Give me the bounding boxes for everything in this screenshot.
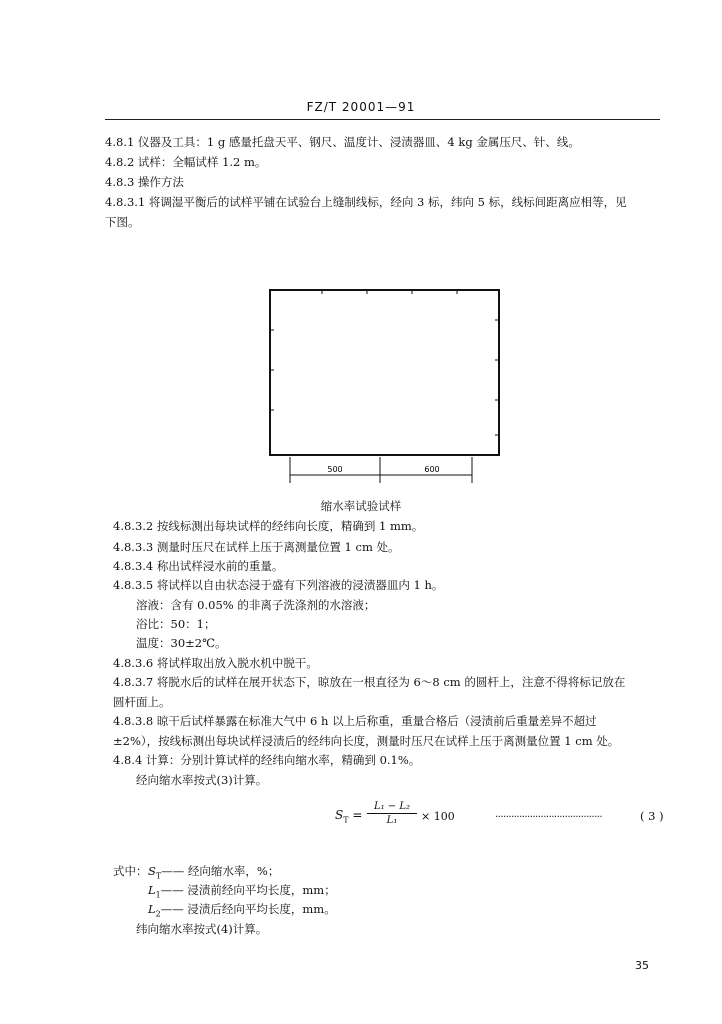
symbol-st-sub: T <box>155 871 162 881</box>
definition-l2-text: —— 浸渍后经向平均长度，mm。 <box>160 902 336 916</box>
specimen-figure <box>262 285 512 495</box>
solution-spec: 溶液：含有 0.05% 的非离子洗涤剂的水溶液； <box>136 598 376 612</box>
clause-4-8-3-8-line2: ±2%），按线标测出每块试样浸渍后的经纬向长度，测量时压尺在试样上压于离测量位置 1 cm 处。 <box>113 734 620 748</box>
formula-leader: ........................................ <box>495 809 603 820</box>
formula-multiplier: × 100 <box>421 810 455 823</box>
symbol-l2-sub: 2 <box>155 909 161 919</box>
clause-4-8-3-3: 4.8.3.3 测量时压尺在试样上压于离测量位置 1 cm 处。 <box>113 540 400 554</box>
clause-4-8-3-4: 4.8.3.4 称出试样浸水前的重量。 <box>113 559 284 573</box>
standard-code-header: FZ/T 20001—91 <box>306 100 416 114</box>
clause-4-8-4: 4.8.4 计算：分别计算试样的经纬向缩水率，精确到 0.1%。 <box>113 753 421 767</box>
figure-caption: 缩水率试验试样 <box>320 499 402 513</box>
definition-st-text: —— 经向缩水率，%； <box>161 864 280 878</box>
page-number: 35 <box>635 959 649 972</box>
fraction-bar <box>367 813 417 814</box>
clause-4-8-3: 4.8.3 操作方法 <box>105 175 184 189</box>
definition-l1 <box>148 883 336 902</box>
dimension-label-right: 600 <box>424 465 440 474</box>
symbol-l1-sub: 1 <box>155 890 161 900</box>
formula-denominator: L₁ <box>386 815 398 826</box>
clause-4-8-3-7-line2: 圆杆面上。 <box>113 695 171 709</box>
formula-3 <box>335 808 362 824</box>
dimension-label-left: 500 <box>327 465 343 474</box>
temperature-spec: 温度：30±2℃。 <box>136 636 227 650</box>
formula-numerator: L₁ − L₂ <box>373 801 411 812</box>
clause-4-8-3-1-line1: 4.8.3.1 将调湿平衡后的试样平铺在试验台上缝制线标，经向 3 标，纬向 5 标，线标间距离应相等，见 <box>105 195 627 209</box>
clause-4-8-3-7-line1: 4.8.3.7 将脱水后的试样在展开状态下，晾放在一根直径为 6～8 cm 的圆杆上，注意不得将标记放在 <box>113 675 626 689</box>
clause-4-8-1: 4.8.1 仪器及工具：1 g 感量托盘天平、钢尺、温度计、浸渍器皿、4 kg 金属压尺、针、线。 <box>105 135 580 149</box>
clause-4-8-3-2: 4.8.3.2 按线标测出每块试样的经纬向长度，精确到 1 mm。 <box>113 519 424 533</box>
definition-l1-text: —— 浸渍前经向平均长度，mm； <box>160 883 336 897</box>
clause-4-8-2: 4.8.2 试样：全幅试样 1.2 m。 <box>105 155 267 169</box>
specimen-outline <box>270 290 499 455</box>
dimension-line <box>290 457 472 483</box>
definition-l2 <box>148 902 336 921</box>
symbol-l1: L <box>148 883 156 897</box>
formula-number: ( 3 ) <box>640 809 664 823</box>
clause-4-8-3-5: 4.8.3.5 将试样以自由状态浸于盛有下列溶液的浸渍器皿内 1 h。 <box>113 578 444 592</box>
formula-fraction <box>367 801 417 826</box>
definition-st <box>148 864 279 883</box>
clause-4-8-3-8-line1: 4.8.3.8 晾干后试样暴露在标准大气中 6 h 以上后称重，重量合格后（浸渍前后重量差异不超过 <box>113 714 597 728</box>
clause-4-8-3-1-line2: 下图。 <box>105 215 140 229</box>
weft-formula-intro: 纬向缩水率按式(4)计算。 <box>136 922 268 936</box>
formula-equals: = <box>352 808 363 822</box>
header-rule <box>105 119 660 120</box>
formula-lhs-sub: T <box>343 815 349 825</box>
clause-4-8-3-6: 4.8.3.6 将试样取出放入脱水机中脱干。 <box>113 656 318 670</box>
formula-lhs: S <box>335 808 344 822</box>
definitions-where: 式中： <box>113 864 148 878</box>
bath-ratio-spec: 浴比：50：1； <box>136 617 216 631</box>
symbol-st: S <box>148 864 156 878</box>
warp-formula-intro: 经向缩水率按式(3)计算。 <box>136 773 268 787</box>
symbol-l2: L <box>148 902 156 916</box>
